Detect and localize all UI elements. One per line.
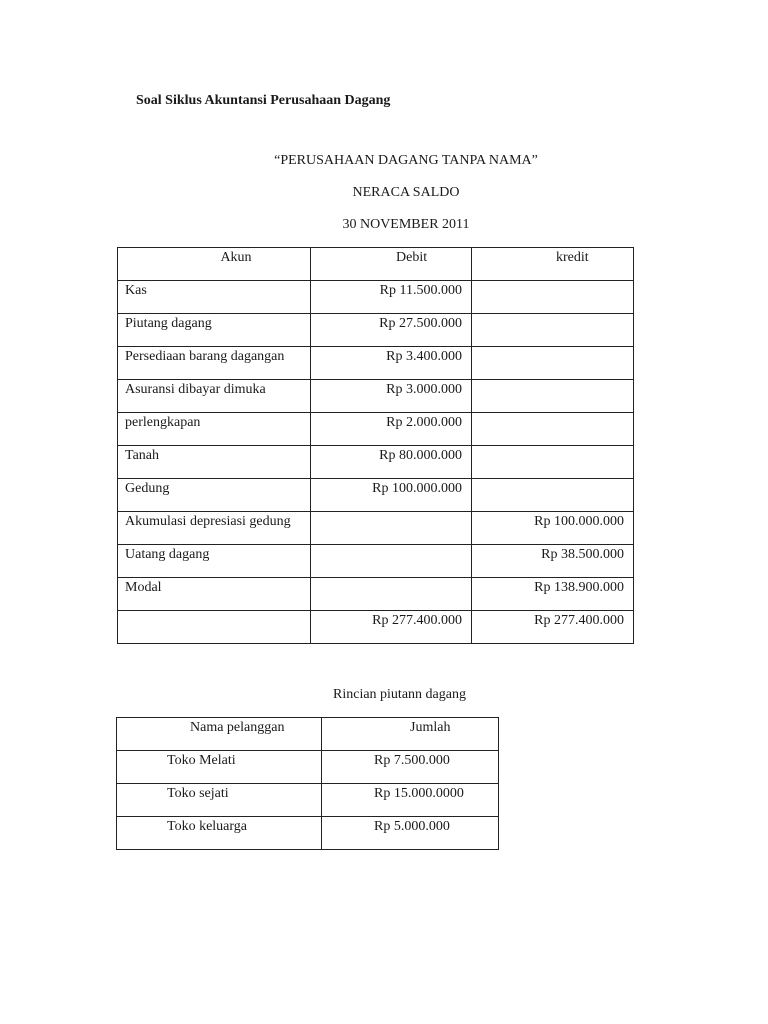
debit-cell: Rp 27.500.000 [311, 314, 472, 347]
table-row [118, 314, 634, 347]
credit-cell [472, 479, 634, 512]
table-row [118, 611, 634, 644]
trial-balance-table [117, 247, 634, 644]
table-row [117, 817, 499, 850]
table-row [118, 380, 634, 413]
customer-cell: Toko Melati [117, 751, 322, 784]
credit-cell: Rp 38.500.000 [472, 545, 634, 578]
credit-cell [472, 314, 634, 347]
account-cell [118, 611, 311, 644]
debit-cell: Rp 2.000.000 [311, 413, 472, 446]
customer-cell: Toko keluarga [117, 817, 322, 850]
table-row [118, 545, 634, 578]
account-cell: Uatang dagang [118, 545, 311, 578]
account-cell: Asuransi dibayar dimuka [118, 380, 311, 413]
customer-cell: Toko sejati [117, 784, 322, 817]
credit-cell: Rp 100.000.000 [472, 512, 634, 545]
credit-cell [472, 446, 634, 479]
debit-cell [311, 512, 472, 545]
account-cell: Kas [118, 281, 311, 314]
receivables-table [116, 717, 499, 850]
debit-cell [311, 578, 472, 611]
debit-cell: Rp 100.000.000 [311, 479, 472, 512]
header-nama-pelanggan: Nama pelanggan [117, 718, 322, 751]
amount-cell: Rp 7.500.000 [322, 751, 499, 784]
credit-cell: Rp 138.900.000 [472, 578, 634, 611]
receivables-heading: Rincian piutann dagang [333, 687, 466, 702]
header-kredit: kredit [472, 248, 634, 281]
table-header-row [117, 718, 499, 751]
table-row [118, 347, 634, 380]
debit-cell: Rp 80.000.000 [311, 446, 472, 479]
amount-cell: Rp 15.000.0000 [322, 784, 499, 817]
table-row [118, 446, 634, 479]
table-row [118, 479, 634, 512]
debit-cell [311, 545, 472, 578]
company-name: “PERUSAHAAN DAGANG TANPA NAMA” [274, 153, 538, 168]
table-header-row [118, 248, 634, 281]
debit-cell: Rp 11.500.000 [311, 281, 472, 314]
table-row [118, 512, 634, 545]
header-akun: Akun [118, 248, 311, 281]
table-row [117, 784, 499, 817]
credit-cell [472, 380, 634, 413]
debit-cell: Rp 3.000.000 [311, 380, 472, 413]
debit-cell: Rp 277.400.000 [311, 611, 472, 644]
amount-cell: Rp 5.000.000 [322, 817, 499, 850]
credit-cell [472, 347, 634, 380]
document-title: Soal Siklus Akuntansi Perusahaan Dagang [136, 93, 391, 108]
account-cell: Modal [118, 578, 311, 611]
credit-cell: Rp 277.400.000 [472, 611, 634, 644]
account-cell: Piutang dagang [118, 314, 311, 347]
table-row [118, 281, 634, 314]
table-row [118, 413, 634, 446]
debit-cell: Rp 3.400.000 [311, 347, 472, 380]
header-debit: Debit [311, 248, 472, 281]
report-date: 30 NOVEMBER 2011 [342, 217, 470, 232]
account-cell: perlengkapan [118, 413, 311, 446]
account-cell: Gedung [118, 479, 311, 512]
table-row [118, 578, 634, 611]
header-jumlah: Jumlah [322, 718, 499, 751]
credit-cell [472, 413, 634, 446]
table-row [117, 751, 499, 784]
account-cell: Tanah [118, 446, 311, 479]
credit-cell [472, 281, 634, 314]
account-cell: Akumulasi depresiasi gedung [118, 512, 311, 545]
report-name: NERACA SALDO [352, 185, 460, 200]
account-cell: Persediaan barang dagangan [118, 347, 311, 380]
